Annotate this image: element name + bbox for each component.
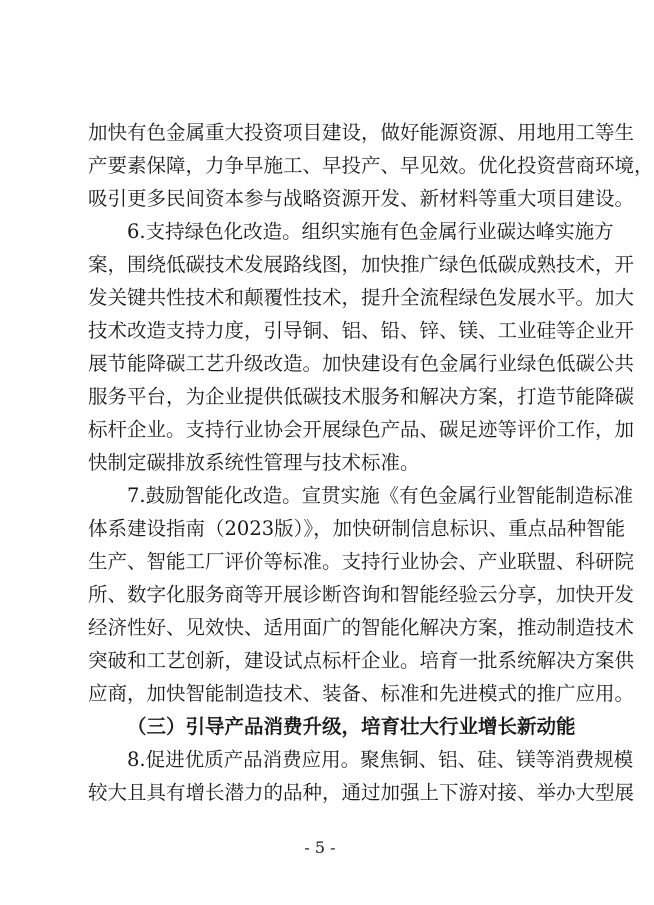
text-line: 突破和工艺创新，建设试点标杆企业。培育一批系统解决方案供 [88, 649, 635, 672]
text-line: 应商，加快智能制造技术、装备、标准和先进模式的推广应用。 [88, 682, 635, 705]
text-line: 体系建设指南（2023版）》，加快研制信息标识、重点品种智能 [88, 517, 626, 540]
text-line: 快制定碳排放系统性管理与技术标准。 [88, 451, 420, 474]
text-line: 技术改造支持力度，引导铜、铝、铅、锌、镁、工业硅等企业开 [88, 319, 635, 342]
text-line: 所、数字化服务商等开展诊断咨询和智能经验云分享，加快开发 [88, 583, 635, 606]
text-line: 8.促进优质产品消费应用。聚焦铜、铝、硅、镁等消费规模 [127, 748, 634, 771]
text-line: 加快有色金属重大投资项目建设，做好能源资源、用地用工等生 [88, 121, 635, 144]
text-line: 经济性好、见效快、适用面广的智能化解决方案，推动制造技术 [88, 616, 635, 639]
text-line: 较大且具有增长潜力的品种，通过加强上下游对接、举办大型展 [88, 781, 635, 804]
text-line: 生产、智能工厂评价等标准。支持行业协会、产业联盟、科研院 [88, 550, 635, 573]
text-line: 案，围绕低碳技术发展路线图，加快推广绿色低碳成熟技术，开 [88, 253, 635, 276]
text-line: 标杆企业。支持行业协会开展绿色产品、碳足迹等评价工作，加 [88, 418, 635, 441]
text-line: 发关键共性技术和颠覆性技术，提升全流程绿色发展水平。加大 [88, 286, 635, 309]
page-number: - 5 - [304, 838, 336, 857]
section-heading: （三）引导产品消费升级，培育壮大行业增长新动能 [127, 715, 576, 738]
text-line: 展节能降碳工艺升级改造。加快建设有色金属行业绿色低碳公共 [88, 352, 635, 375]
text-line: 吸引更多民间资本参与战略资源开发、新材料等重大项目建设。 [88, 187, 635, 210]
text-line: 产要素保障，力争早施工、早投产、早见效。优化投资营商环境， [88, 154, 654, 177]
text-line: 服务平台，为企业提供低碳技术服务和解决方案，打造节能降碳 [88, 385, 635, 408]
text-line: 7.鼓励智能化改造。宣贯实施《有色金属行业智能制造标准 [127, 484, 634, 507]
text-line: 6.支持绿色化改造。组织实施有色金属行业碳达峰实施方 [127, 220, 614, 243]
